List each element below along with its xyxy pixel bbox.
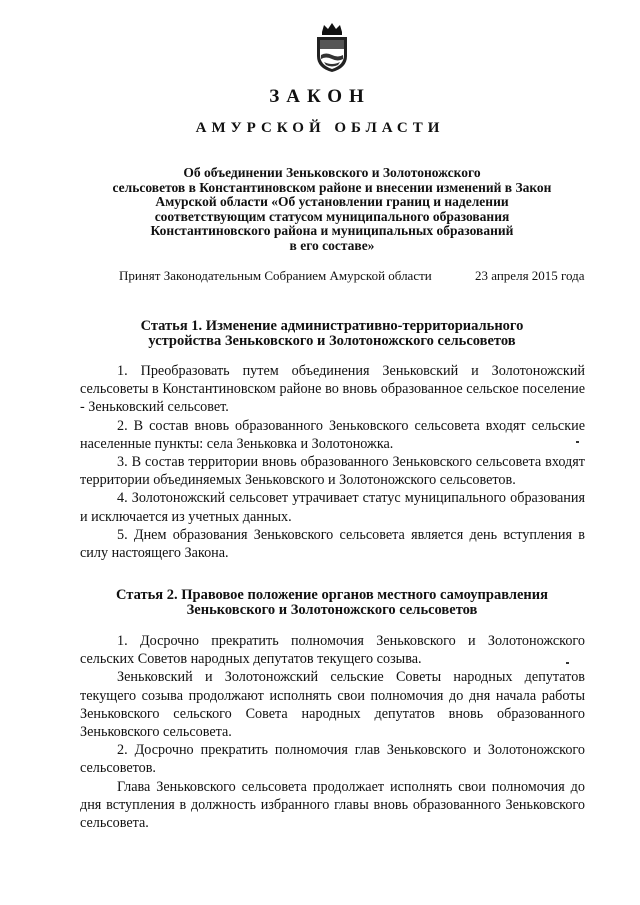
law-title-line: соответствующим статусом муниципального образования [154,208,510,224]
document-title: ЗАКОН [269,86,371,107]
article-heading-line: Статья 2. Правовое положение органов местного самоуправления [116,587,548,603]
adopted-date: 23 апреля 2015 года [475,268,585,283]
document-subtitle: АМУРСКОЙ ОБЛАСТИ [195,120,445,136]
paragraph: 1. Досрочно прекратить полномочия Зеньковского и Золотоножского сельских Советов народных депутатов текущего созыва. [80,633,585,668]
law-title [92,166,572,253]
paragraph: 4. Золотоножский сельсовет утрачивает статус муниципального образования и исключается из учетных данных. [80,490,585,525]
article-heading-line: устройства Зеньковского и Золотоножского сельсоветов [148,333,516,349]
article-2-body [80,632,585,832]
scan-speck [566,662,569,664]
adopted-by: Принят Законодательным Собранием Амурской области [119,268,432,283]
law-title-line: в его составе» [289,237,375,253]
law-title-line: Амурской области «Об установлении границ и наделении [155,194,509,209]
paragraph: Зеньковский и Золотоножский сельские Советы народных депутатов текущего созыва продолжают исполнять свои полномочия до дня начала работы Зеньковского сельского Совета народных депутатов вновь образованного Зеньковского сельсовета. [80,669,585,741]
article-2-heading [92,588,572,618]
article-heading-line: Статья 1. Изменение административно-территориального [140,318,524,334]
paragraph: 1. Преобразовать путем объединения Зеньковский и Золотоножский сельсоветы в Константиновском районе во вновь образованное сельское поселение - Зеньковский сельсовет. [80,363,585,416]
article-heading-line: Зеньковского и Золотоножского сельсоветов [186,602,478,618]
article-1-body [80,362,585,562]
coat-of-arms-icon [312,22,352,74]
law-title-line: сельсоветов в Константиновском районе и внесении изменений в Закон [112,179,552,195]
law-title-line: Константиновского района и муниципальных образований [150,223,514,238]
paragraph: 2. Досрочно прекратить полномочия глав Зеньковского и Золотоножского сельсоветов. [80,742,585,777]
paragraph: 5. Днем образования Зеньковского сельсовета является день вступления в силу настоящего Закона. [80,526,585,562]
paragraph: 3. В состав территории вновь образованного Зеньковского сельсовета входят территории объединяемых Зеньковского и Золотоножского сельсоветов. [80,454,585,489]
article-1-heading [92,319,572,349]
scan-speck [576,441,579,443]
law-title-line: Об объединении Зеньковского и Золотоножского [183,165,481,180]
paragraph: 2. В состав вновь образованного Зеньковского сельсовета входят сельские населенные пункты: села Зеньковка и Золотоножка. [80,417,585,452]
paragraph: Глава Зеньковского сельсовета продолжает исполнять свои полномочия до дня вступления в должность избранного главы вновь образованного Зеньковского сельсовета. [80,778,585,832]
